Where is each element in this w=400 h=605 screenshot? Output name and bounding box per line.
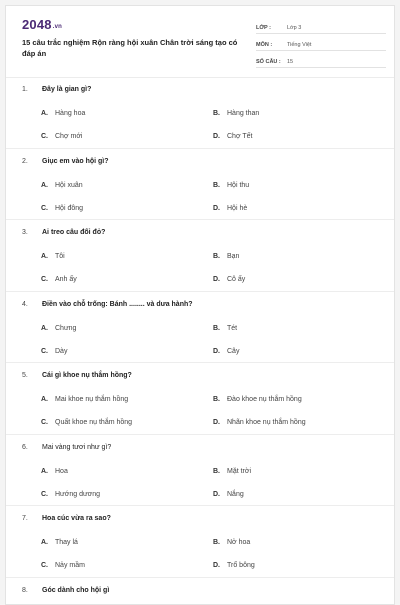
option-text: Anh ấy [55, 276, 77, 283]
option-letter: C. [41, 204, 48, 212]
answer-option-c[interactable] [41, 562, 85, 569]
option-text: Nhãn khoe nụ thắm hồng [227, 419, 306, 426]
question-divider [6, 577, 395, 578]
option-letter: D. [213, 347, 220, 355]
answer-option-d[interactable] [213, 205, 247, 212]
answer-option-b[interactable] [213, 182, 249, 189]
answer-option-b[interactable] [213, 396, 302, 403]
quiz-page [5, 5, 395, 605]
option-text: Hội thu [227, 181, 250, 189]
option-text: Hội đông [55, 204, 84, 212]
option-letter: C. [41, 419, 48, 426]
quiz-header [6, 6, 394, 78]
question-number: 7. [22, 515, 28, 522]
question-number: 1. [22, 86, 28, 93]
answer-option-d[interactable] [213, 491, 244, 498]
question-divider [6, 434, 395, 435]
option-letter: A. [41, 539, 48, 546]
option-letter: D. [213, 419, 220, 426]
question-number: 2. [22, 157, 28, 165]
option-text: Chưng [55, 324, 77, 332]
answer-option-b[interactable] [213, 325, 237, 332]
question-line [22, 444, 111, 451]
answer-option-d[interactable] [213, 419, 306, 426]
option-letter: D. [213, 490, 220, 498]
option-text: Chợ Tết [227, 133, 253, 140]
option-text: Hàng hoa [55, 110, 86, 117]
option-letter: A. [41, 467, 48, 475]
option-letter: B. [213, 467, 220, 475]
option-text: Tôi [55, 253, 65, 260]
option-text: Nở hoa [227, 539, 251, 546]
option-text: Bạn [227, 253, 240, 260]
question-divider [6, 148, 395, 149]
answer-option-c[interactable] [41, 205, 83, 212]
question-text: Góc dành cho hội gì [42, 586, 110, 594]
option-letter: B. [213, 539, 220, 546]
option-letter: A. [41, 324, 48, 332]
answer-option-b[interactable] [213, 539, 250, 546]
option-text: Cô ấy [227, 276, 246, 283]
answer-option-a[interactable] [41, 468, 68, 475]
option-letter: D. [213, 204, 220, 212]
answer-option-d[interactable] [213, 276, 245, 283]
option-text: Quất khoe nụ thắm hồng [55, 419, 133, 426]
option-letter: B. [213, 253, 220, 260]
answer-option-d[interactable] [213, 133, 252, 140]
answer-option-c[interactable] [41, 133, 82, 140]
answer-option-c[interactable] [41, 419, 132, 426]
option-text: Trổ bông [227, 562, 255, 569]
meta-subject: MÔN : Tiếng Việt [256, 35, 386, 51]
question-text: Đây là gian gì? [42, 86, 92, 93]
question-divider [6, 362, 395, 363]
answer-option-b[interactable] [213, 110, 259, 117]
option-letter: B. [213, 396, 220, 403]
option-letter: D. [213, 133, 220, 140]
answer-option-a[interactable] [41, 253, 65, 260]
option-letter: A. [41, 110, 48, 117]
meta-grade: LỚP : Lớp 3 [256, 18, 386, 34]
option-text: Hàng than [227, 110, 260, 117]
option-letter: A. [41, 181, 48, 189]
option-text: Thay lá [55, 539, 78, 546]
question-text: Ai treo câu đối đỏ? [42, 229, 106, 236]
option-letter: C. [41, 562, 48, 569]
answer-option-a[interactable] [41, 325, 76, 332]
question-text: Mai vàng tươi như gì? [42, 443, 112, 451]
answer-option-a[interactable] [41, 182, 83, 189]
option-letter: A. [41, 396, 48, 403]
question-number: 3. [22, 229, 28, 236]
option-text: Nảy mầm [55, 562, 85, 569]
question-line [22, 229, 105, 236]
answer-option-a[interactable] [41, 539, 78, 546]
answer-option-c[interactable] [41, 348, 67, 355]
question-line [22, 301, 193, 308]
question-divider [6, 219, 395, 220]
option-text: Mai khoe nụ thắm hồng [55, 396, 129, 403]
option-letter: B. [213, 324, 220, 332]
answer-option-b[interactable] [213, 253, 239, 260]
option-text: Hướng dương [55, 490, 101, 498]
option-letter: C. [41, 276, 48, 283]
question-divider [6, 505, 395, 506]
option-text: Cây [227, 347, 240, 355]
option-text: Đào khoe nụ thắm hồng [227, 396, 302, 403]
question-divider [6, 291, 395, 292]
option-text: Mặt trời [227, 467, 252, 475]
question-text: Điền vào chỗ trống: Bánh ........ và dưa hành? [42, 300, 193, 308]
option-text: Hoa [55, 467, 68, 475]
option-letter: B. [213, 110, 220, 117]
option-letter: C. [41, 133, 48, 140]
question-number: 5. [22, 372, 28, 379]
option-letter: D. [213, 276, 220, 283]
option-letter: D. [213, 562, 220, 569]
option-text: Hội hè [227, 204, 248, 212]
question-text: Cái gì khoe nụ thắm hồng? [42, 372, 132, 379]
answer-option-a[interactable] [41, 110, 85, 117]
answer-option-d[interactable] [213, 348, 239, 355]
question-text: Giục em vào hội gì? [42, 157, 109, 165]
option-text: Nắng [227, 490, 244, 498]
option-letter: A. [41, 253, 48, 260]
option-text: Chợ mới [55, 133, 83, 140]
quiz-title: 15 câu trắc nghiệm Rộn ràng hội xuân Chân trời sáng tạo có đáp án [22, 38, 238, 58]
meta-question-count: SỐ CÂU : 15 [256, 52, 386, 68]
option-letter: C. [41, 347, 48, 355]
option-letter: C. [41, 490, 48, 498]
question-line [22, 158, 109, 165]
option-text: Tét [227, 324, 238, 332]
site-logo[interactable]: 2048.vn [22, 17, 63, 32]
question-text: Hoa cúc vừa ra sao? [42, 515, 111, 522]
question-number: 8. [22, 586, 28, 594]
option-text: Hội xuân [55, 181, 83, 189]
question-line [22, 515, 111, 522]
question-line [22, 86, 91, 93]
answer-option-c[interactable] [41, 491, 100, 498]
question-number: 4. [22, 300, 28, 308]
answer-option-d[interactable] [213, 562, 255, 569]
answer-option-a[interactable] [41, 396, 128, 403]
option-text: Dày [55, 347, 68, 355]
answer-option-b[interactable] [213, 468, 251, 475]
answer-option-c[interactable] [41, 276, 77, 283]
question-line [22, 587, 109, 594]
quiz-meta [256, 18, 386, 69]
option-letter: B. [213, 181, 220, 189]
question-line [22, 372, 132, 379]
question-number: 6. [22, 443, 28, 451]
